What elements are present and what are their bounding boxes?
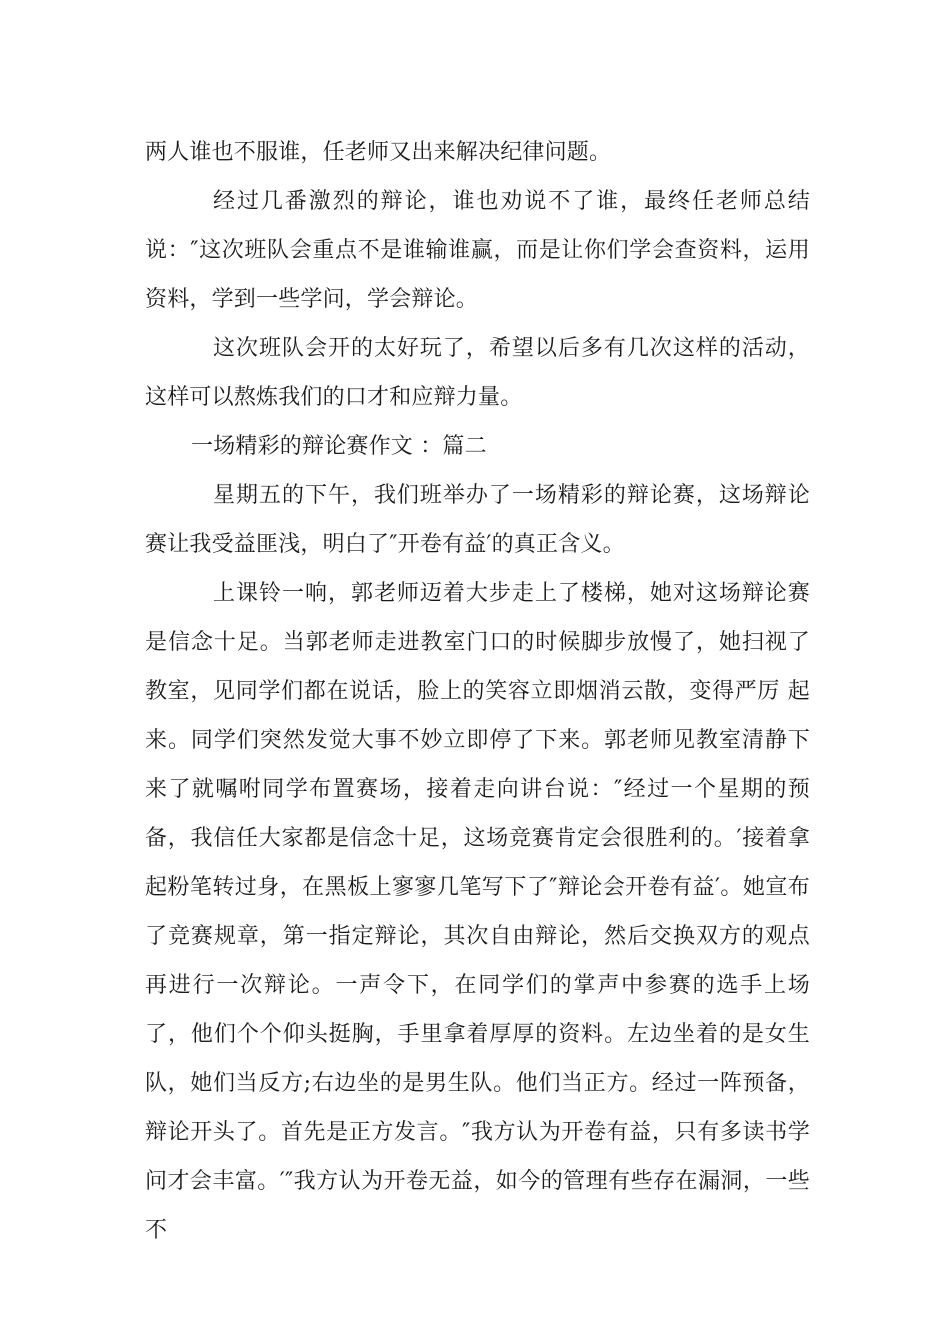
paragraph-1: 两人谁也不服谁，任老师又出来解决纪律问题。	[145, 140, 612, 165]
section-heading: 一场精彩的辩论赛作文 ：篇二	[191, 434, 487, 459]
paragraph-5: 上课铃一响，郭老师迈着大步走上了楼梯，她对这场辩论赛是信念十足。当郭老师走进教室门口的时候脚步放慢了，她扫视了教室，见同学们都在说话，脸上的笑容立即烟消云散，变得严厉 起来。同学们突然发觉大事不妙立即停了下来。郭老师见教室清静下来了就嘱咐同学布置赛场，接着走向讲台说：″经过一个星期的预备，我信任大家都是信念十足，这场竞赛肯定会很胜利的。′接着拿起粉笔转过身，在黑板上寥寥几笔写下了″辩论会开卷有益′。她宣布了竞赛规章，第一指定辩论，其次自由辩论，然后交换双方的观点再进行一次辩论。一声令下，在同学们的掌声中参赛的选手上场了，他们个个仰头挺胸，手里拿着厚厚的资料。左边坐着的是女生队，她们当反方;右边坐的是男生队。他们当正方。经过一阵预备，辩论开头了。首先是正方发言。″我方认为开卷有益，只有多读书学问才会丰富。′″我方认为开卷无益，如今的管理有些存在漏洞，一些不	[145, 581, 810, 1243]
paragraph-4: 星期五的下午，我们班举办了一场精彩的辩论赛，这场辩论赛让我受益匪浅，明白了″开卷有益′的真正含义。	[145, 483, 810, 557]
paragraph-2: 经过几番激烈的辩论，谁也劝说不了谁，最终任老师总结说：″这次班队会重点不是谁输谁赢，而是让你们学会查资料，运用资料，学到一些学问，学会辩论。	[145, 189, 810, 312]
paragraph-3: 这次班队会开的太好玩了，希望以后多有几次这样的活动，这样可以熬炼我们的口才和应辩力量。	[145, 336, 810, 410]
document-body	[145, 128, 810, 1255]
